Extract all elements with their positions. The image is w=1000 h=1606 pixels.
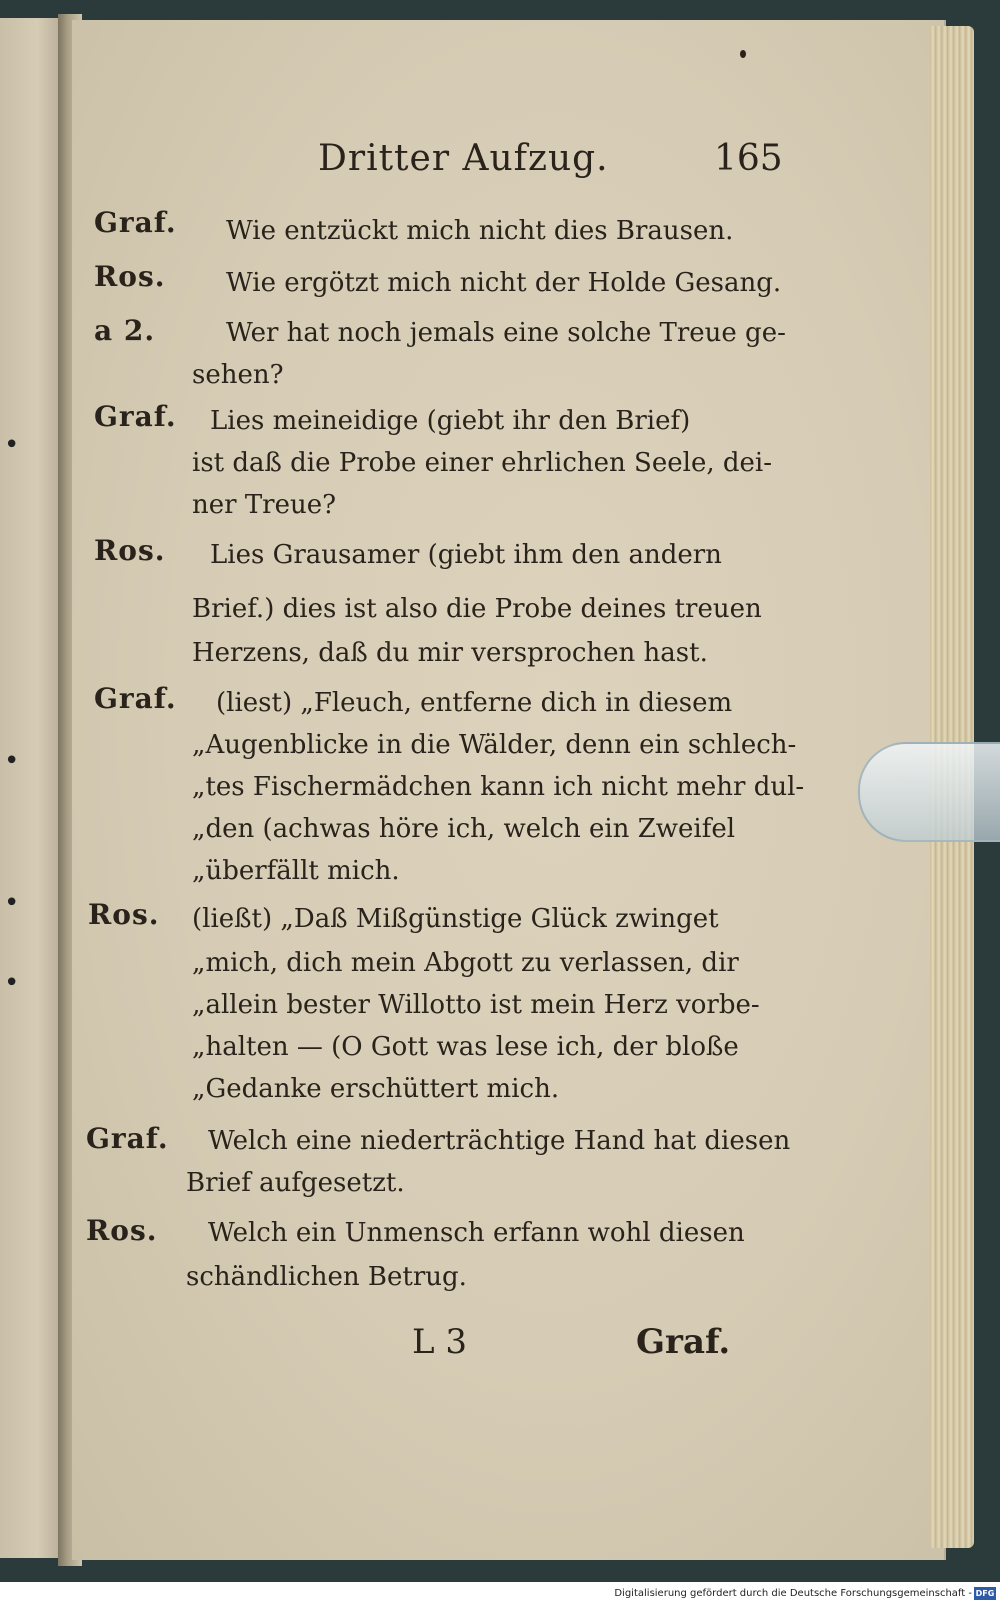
- dialogue-line: Herzens, daß du mir versprochen hast.: [192, 638, 708, 668]
- speaker-label: Ros.: [94, 260, 166, 293]
- dialogue-line: „allein bester Willotto ist mein Herz vorbe-: [192, 990, 760, 1020]
- dialogue-line: Lies Grausamer (giebt ihm den andern: [210, 540, 722, 570]
- speaker-label: Graf.: [86, 1122, 169, 1155]
- page-clip: [858, 742, 1000, 842]
- dialogue-line: „halten — (O Gott was lese ich, der bloße: [192, 1032, 739, 1062]
- signature-mark: L 3: [412, 1322, 468, 1362]
- dialogue-line: ist daß die Probe einer ehrlichen Seele, dei-: [192, 448, 772, 478]
- dialogue-line: „den (achwas höre ich, welch ein Zweifel: [192, 814, 736, 844]
- page-number: 165: [714, 138, 783, 179]
- dialogue-line: „Gedanke erschüttert mich.: [192, 1074, 560, 1104]
- dialogue-line: (liest) „Fleuch, entferne dich in diesem: [216, 688, 733, 718]
- dialogue-line: ner Treue?: [192, 490, 337, 520]
- dialogue-line: Brief.) dies ist also die Probe deines treuen: [192, 594, 762, 624]
- speaker-label: Ros.: [88, 898, 160, 931]
- dialogue-line: (ließt) „Daß Mißgünstige Glück zwinget: [192, 904, 719, 934]
- dialogue-line: Brief aufgesetzt.: [186, 1168, 405, 1198]
- speaker-label: Ros.: [86, 1214, 158, 1247]
- dialogue-line: Wie ergötzt mich nicht der Holde Gesang.: [226, 268, 782, 298]
- speaker-label: a 2.: [94, 314, 156, 347]
- dialogue-line: „tes Fischermädchen kann ich nicht mehr dul-: [192, 772, 805, 802]
- dialogue-line: Wie entzückt mich nicht dies Brausen.: [226, 216, 734, 246]
- margin-mark: •: [4, 746, 20, 776]
- ink-spot: [740, 50, 746, 58]
- dialogue-line: Welch eine niederträchtige Hand hat diesen: [208, 1126, 791, 1156]
- catchword: Graf.: [636, 1322, 731, 1362]
- running-header: Dritter Aufzug.: [318, 138, 609, 179]
- speaker-label: Ros.: [94, 534, 166, 567]
- dialogue-line: „überfällt mich.: [192, 856, 400, 886]
- dialogue-line: „mich, dich mein Abgott zu verlassen, dir: [192, 948, 739, 978]
- footer-credit: Digitalisierung gefördert durch die Deutsche Forschungsgemeinschaft -: [614, 1588, 972, 1599]
- speaker-label: Graf.: [94, 682, 177, 715]
- left-page-edge: [0, 18, 62, 1558]
- dfg-logo-icon: DFG: [975, 1589, 995, 1598]
- margin-mark: •: [4, 430, 20, 460]
- dialogue-line: „Augenblicke in die Wälder, denn ein schlech-: [192, 730, 797, 760]
- dialogue-line: schändlichen Betrug.: [186, 1262, 467, 1292]
- margin-mark: •: [4, 968, 20, 998]
- speaker-label: Graf.: [94, 206, 177, 239]
- speaker-label: Graf.: [94, 400, 177, 433]
- dialogue-line: sehen?: [192, 360, 284, 390]
- dialogue-line: Welch ein Unmensch erfann wohl diesen: [208, 1218, 745, 1248]
- dialogue-line: Lies meineidige (giebt ihr den Brief): [210, 406, 691, 436]
- dialogue-line: Wer hat noch jemals eine solche Treue ge-: [226, 318, 786, 348]
- margin-mark: •: [4, 888, 20, 918]
